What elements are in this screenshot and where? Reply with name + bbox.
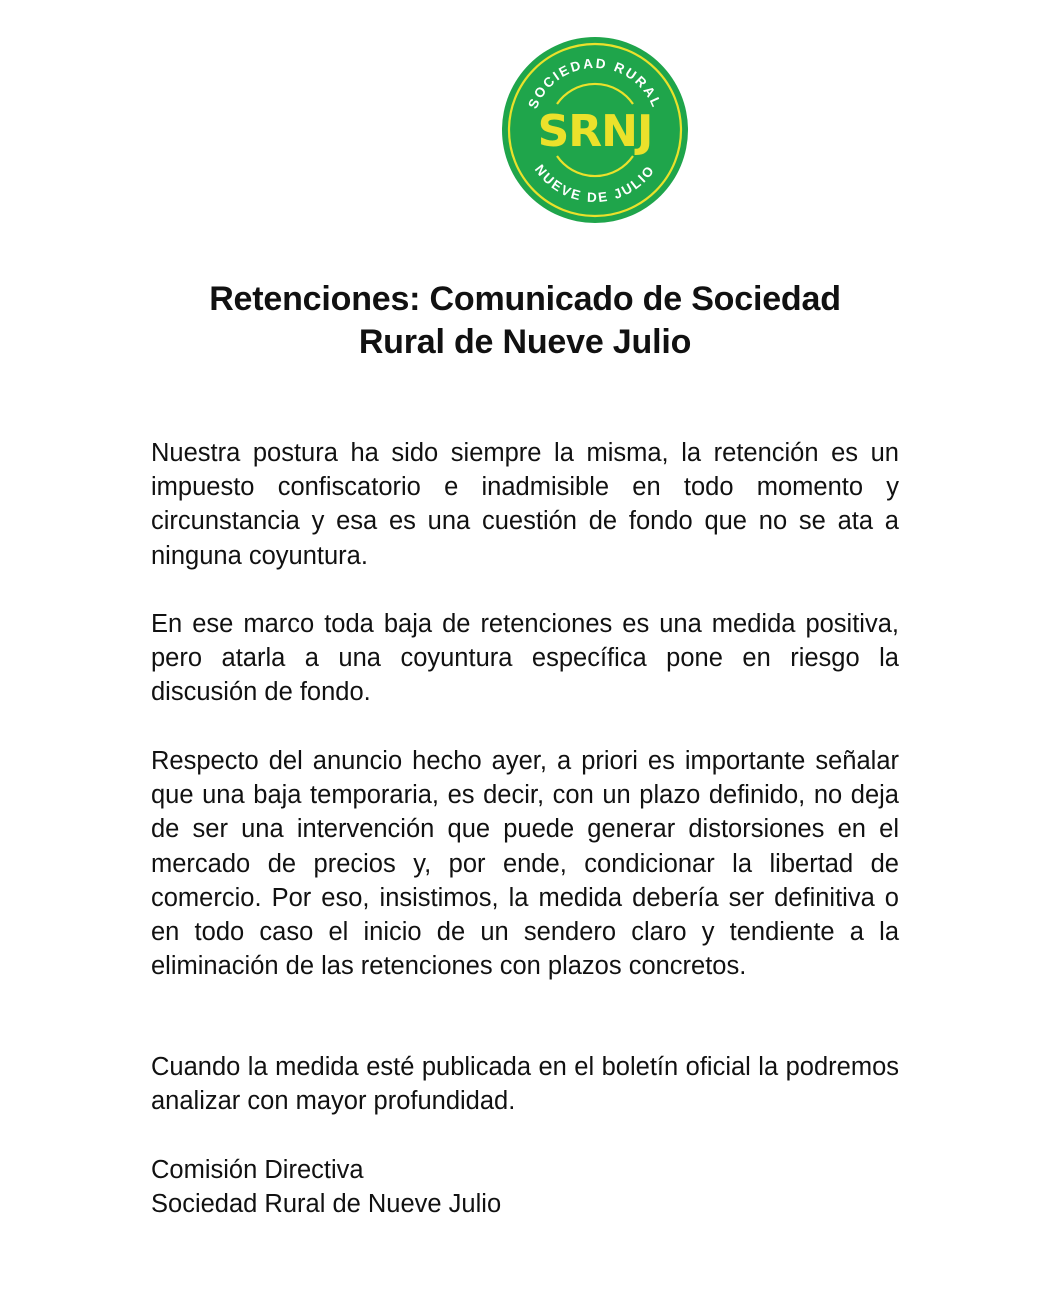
signature-line-1: Comisión Directiva: [151, 1156, 364, 1184]
title-line-2: Rural de Nueve Julio: [358, 323, 692, 361]
logo-bottom-arc-text: NUEVE DE JULIO: [531, 161, 659, 206]
paragraph-4: Cuando la medida esté publicada en el boletín oficial la podremos analizar con mayor profundidad.: [151, 1053, 899, 1116]
paragraph-2: En ese marco toda baja de retenciones es una medida positiva, pero atarla a una coyuntura específica pone en riesgo la discusión de fondo.: [151, 610, 899, 707]
srnj-logo: [501, 36, 689, 224]
title-line-1: Retenciones: Comunicado de Sociedad: [209, 280, 841, 318]
document-title: [120, 278, 930, 364]
signature-line-2: Sociedad Rural de Nueve Julio: [151, 1190, 502, 1219]
paragraph-1: Nuestra postura ha sido siempre la misma, la retención es un impuesto confiscatorio e inadmisible en todo momento y circunstancia y esa es una cuestión de fondo que no se ata a ninguna coyuntura.: [151, 439, 899, 570]
logo-emblem-icon: [501, 36, 689, 224]
paragraph-3: Respecto del anuncio hecho ayer, a priori es importante señalar que una baja temporaria, es decir, con un plazo definido, no deja de ser una intervención que puede generar distorsiones en el mercado de precios y, por ende, condicionar la libertad de comercio. Por eso, insistimos, la medida debería ser definitiva o en todo caso el inicio de un sendero claro y tendiente a la eliminación de las retenciones con plazos concretos.: [151, 747, 899, 981]
signature-block: [151, 1153, 501, 1221]
logo-top-arc-text: SOCIEDAD RURAL: [525, 55, 665, 111]
logo-acronym: SRNJ: [537, 106, 653, 157]
